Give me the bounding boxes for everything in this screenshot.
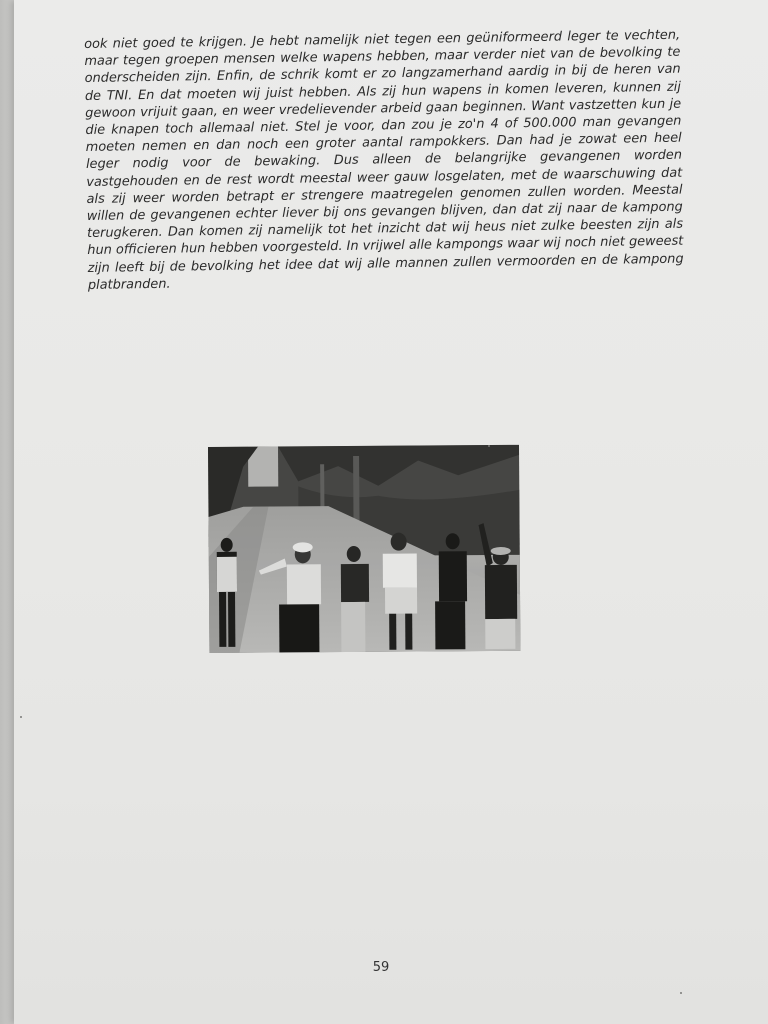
page-number: 59 [372,960,390,975]
paper-speck [488,445,490,447]
book-page [14,0,768,1024]
paper-speck [680,992,682,994]
body-paragraph: ook niet goed te krijgen. Je hebt namelijk niet tegen een geüniformeerd leger te vechten, maar tegen groepen mensen welke wapens hebben, maar verder niet van de bevolking te onderscheiden zijn. Enfin, de schrik komt er zo langzamerhand aardig in bij de heren van de TNI. En dat moeten wij juist hebben. Als zij hun wapens in komen leveren, kunnen zij gewoon vrijuit gaan, en weer vredelievender arbeid gaan beginnen. Want vastzetten kun je die knapen toch allemaal niet. Stel je voor, dan zou je zo'n 4 of 500.000 man gevangen moeten nemen en dan noch een groter aantal rampokkers. Dan had je zowat een heel leger nodig voor de bewaking. Dus alleen de belangrijke gevangenen worden vastgehouden en de rest wordt meestal weer gauw losgelaten, met de waarschuwing dat als zij weer worden betrapt er strengere maatregelen genomen zullen worden. Meestal willen de gevangenen echter liever bij ons gevangen blijven, dan dat zij naar de kampong terugkeren. Dan komen zij namelijk tot het inzicht dat wij heus niet zulke beesten zijn als hun officieren hun hebben voorgesteld. In vrijwel alle kampongs waar wij noch niet geweest zijn leeft bij de bevolking het idee dat wij alle mannen zullen vermoorden en de kampong platbranden. [84,27,684,293]
photograph-illustration [208,445,520,653]
black-and-white-photograph [208,445,520,653]
paper-speck [20,716,22,718]
